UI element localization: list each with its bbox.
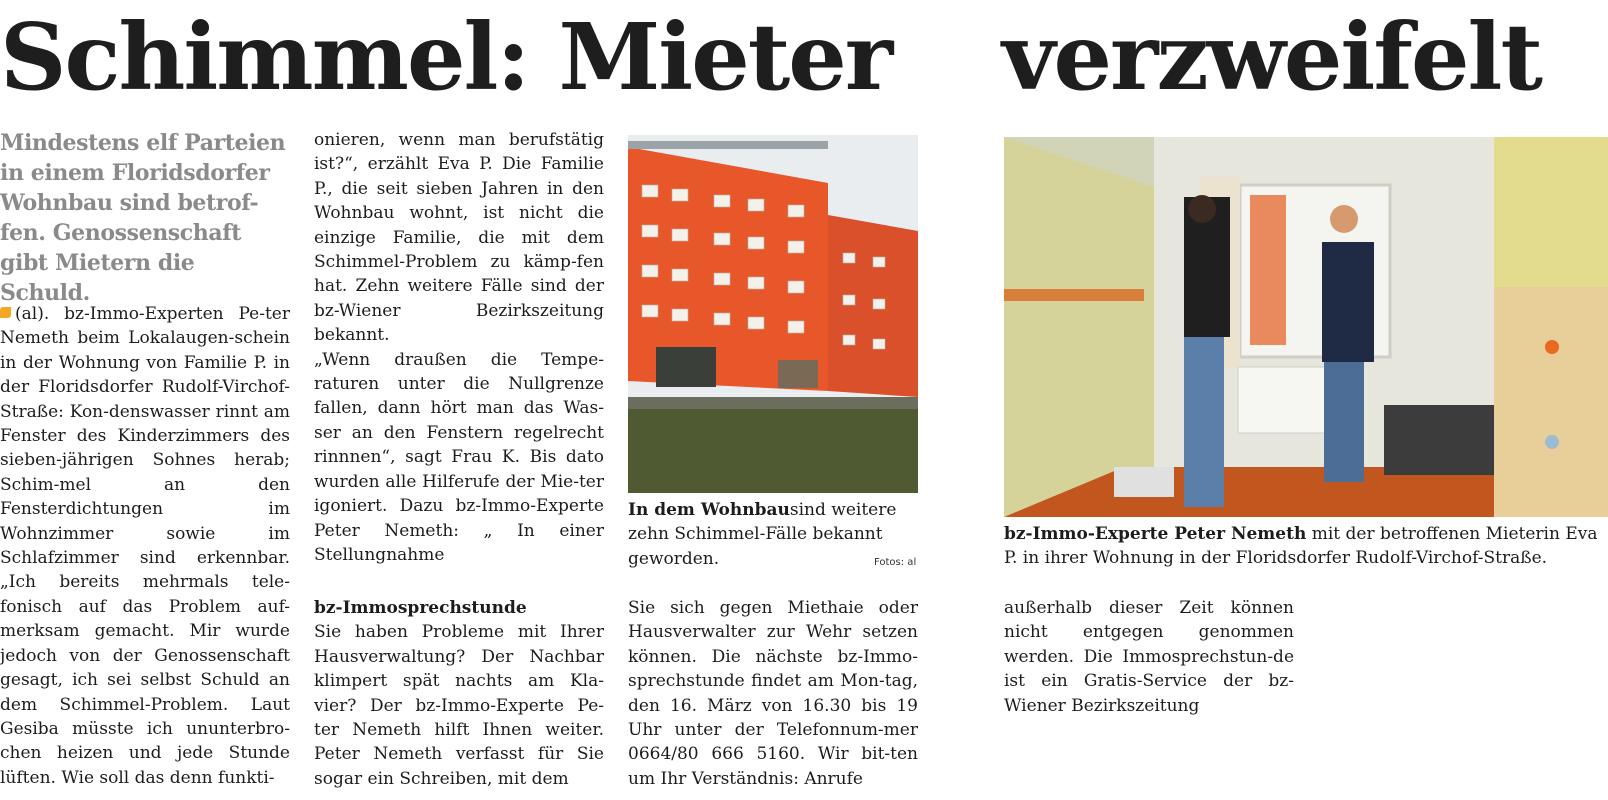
headline-part-1: Schimmel: Mieter: [0, 3, 892, 111]
interior-photo-image: [1004, 137, 1608, 517]
article-paragraph: Sie sich gegen Miethaie oder Hausverwalter zur Wehr setzen können. Die nächste bz-Immo-sprechstunde findet am Mon-tag, den 16. März von 16.30 bis 19 Uhr unter der Telefonnum-mer 0664/80 666 5160. Wir bit-ten um Ihr Verständnis: Anrufe: [628, 598, 918, 789]
building-photo-image: [628, 135, 918, 493]
caption-text: sind weitere zehn Schimmel-Fälle bekannt geworden.: [628, 500, 897, 569]
orange-marker-icon: [0, 307, 11, 318]
article-column-4-lower: [1004, 596, 1294, 718]
article-paragraph: onieren, wenn man berufstätig ist?“, erzählt Eva P. Die Familie P., die seit sieben Jahren in den Wohnbau wohnt, ist nicht die einzige Familie, die mit dem Schimmel-Problem zu kämp-fen hat. Zehn weitere Fälle sind der bz-Wiener Bezirkszeitung bekannt.: [314, 130, 604, 346]
article-column-3-lower: [628, 596, 918, 791]
section-heading: bz-Immosprechstunde: [314, 598, 527, 618]
interior-photo-caption: [1004, 522, 1608, 571]
article-paragraph: „Wenn draußen die Tempe-raturen unter die Nullgrenze fallen, dann hört man das Was-ser an den Fenstern regelrecht rinnnen“, sagt Frau K. Bis dato wurden alle Hilferufe der Mie-ter igoniert. Dazu bz-Immo-Experte Peter Nemeth: „ In einer Stellungnahme: [314, 349, 604, 565]
caption-bold-lead: In dem Wohnbau: [628, 500, 790, 520]
article-column-2-lower: [314, 596, 604, 791]
caption-text: mit der betroffenen Mieterin Eva P. in ihrer Wohnung in der Floridsdorfer Rudolf-Virchof-Straße.: [1004, 524, 1598, 569]
photo-credit: Fotos: al: [874, 557, 917, 568]
subheadline: Mindestens elf Parteien in einem Floridsdorfer Wohnbau sind betrof-fen. Genossenschaft gibt Mietern die Schuld.: [0, 130, 286, 306]
article-paragraph: außerhalb dieser Zeit können nicht entgegen genommen werden. Die Immosprechstun-de ist ein Gratis-Service der bz-Wiener Bezirkszeitung: [1004, 598, 1294, 716]
building-photo: [628, 135, 918, 493]
article-paragraph: Sie haben Probleme mit Ihrer Hausverwaltung? Der Nachbar klimpert spät nachts am Kla-vier? Der bz-Immo-Experte Pe-ter Nemeth hilft Ihnen weiter. Peter Nemeth verfasst für Sie sogar ein Schreiben, mit dem: [314, 622, 604, 789]
article-column-2: [314, 128, 604, 567]
headline-part-2: verzweifelt: [1002, 3, 1541, 111]
interior-photo: [1004, 137, 1608, 517]
caption-bold-lead: bz-Immo-Experte Peter Nemeth: [1004, 524, 1307, 544]
article-lead-text: (al). bz-Immo-Experten Pe-ter Nemeth beim Lokalaugen-schein in der Wohnung von Familie P. in der Floridsdorfer Rudolf-Virchof-Straße: Kon-denswasser rinnt am Fenster des Kinderzimmers des sieben-jährigen Sohnes herab; Schim-mel an den Fensterdichtungen im Wohnzimmer sowie im Schlafzimmer sind erkennbar. „Ich bereits mehrmals tele-fonisch auf das Problem auf-merksam gemacht. Mir wurde jedoch von der Genossenschaft gesagt, ich sei selbst Schuld an dem Schimmel-Problem. Laut Gesiba müsste ich ununterbro-chen heizen und jede Stunde lüften. Wie soll das denn funkti-: [0, 304, 290, 788]
article-column-1: [0, 302, 290, 790]
headline: [0, 2, 1608, 112]
